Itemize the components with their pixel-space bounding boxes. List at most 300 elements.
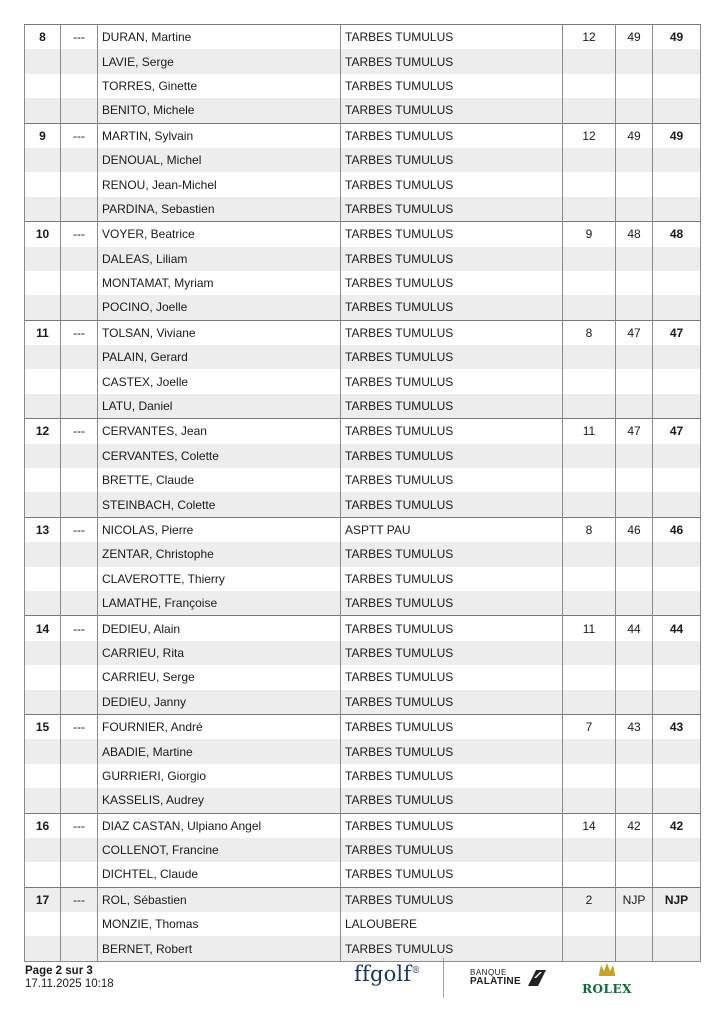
handicap-cell [563,838,616,862]
score-cell [616,74,653,98]
player-name-cell: GURRIERI, Giorgio [98,764,341,788]
total-score-cell [653,197,701,222]
status-cell [61,838,98,862]
status-cell: --- [61,320,98,345]
table-row [25,616,701,641]
handicap-cell [563,444,616,468]
total-score-cell [653,838,701,862]
club-cell: TARBES TUMULUS [341,887,563,912]
club-cell: TARBES TUMULUS [341,369,563,393]
total-score-cell [653,739,701,763]
position-cell [25,542,61,566]
handicap-cell [563,295,616,320]
banque-palatine-logo [470,968,521,987]
score-cell [616,172,653,196]
total-score-cell [653,862,701,887]
position-cell [25,444,61,468]
total-score-cell [653,912,701,936]
handicap-cell [563,172,616,196]
handicap-cell [563,788,616,813]
club-cell: TARBES TUMULUS [341,419,563,444]
handicap-cell [563,148,616,172]
total-score-cell: 42 [653,813,701,838]
position-cell: 12 [25,419,61,444]
position-cell [25,197,61,222]
player-name-cell: PALAIN, Gerard [98,345,341,369]
total-score-cell [653,369,701,393]
banque-logo-line1: BANQUE [470,968,507,977]
table-row [25,271,701,295]
table-row [25,49,701,73]
position-cell: 17 [25,887,61,912]
status-cell [61,542,98,566]
score-cell: 49 [616,25,653,50]
status-cell [61,295,98,320]
position-cell [25,788,61,813]
handicap-cell [563,739,616,763]
table-row [25,247,701,271]
handicap-cell: 2 [563,887,616,912]
rolex-logo [579,962,635,996]
player-name-cell: TOLSAN, Viviane [98,320,341,345]
position-cell [25,345,61,369]
table-row [25,74,701,98]
total-score-cell: 48 [653,222,701,247]
player-name-cell: MONTAMAT, Myriam [98,271,341,295]
table-row [25,739,701,763]
position-cell [25,641,61,665]
handicap-cell [563,912,616,936]
club-cell: TARBES TUMULUS [341,788,563,813]
handicap-cell [563,394,616,419]
status-cell [61,690,98,715]
position-cell [25,394,61,419]
status-cell [61,788,98,813]
score-cell [616,665,653,689]
club-cell: TARBES TUMULUS [341,197,563,222]
table-row [25,764,701,788]
score-cell [616,394,653,419]
table-row [25,320,701,345]
player-name-cell: VOYER, Beatrice [98,222,341,247]
status-cell [61,271,98,295]
handicap-cell [563,542,616,566]
total-score-cell [653,542,701,566]
club-cell: TARBES TUMULUS [341,271,563,295]
table-row [25,591,701,616]
position-cell [25,369,61,393]
club-cell: ASPTT PAU [341,517,563,542]
total-score-cell: 49 [653,25,701,50]
total-score-cell: 49 [653,123,701,148]
total-score-cell [653,468,701,492]
position-cell [25,295,61,320]
score-cell [616,345,653,369]
player-name-cell: DEDIEU, Janny [98,690,341,715]
club-cell: TARBES TUMULUS [341,123,563,148]
handicap-cell [563,862,616,887]
score-cell [616,148,653,172]
table-row [25,936,701,961]
table-row [25,345,701,369]
table-row [25,542,701,566]
score-cell [616,567,653,591]
player-name-cell: DENOUAL, Michel [98,148,341,172]
player-name-cell: CASTEX, Joelle [98,369,341,393]
score-cell [616,788,653,813]
status-cell [61,912,98,936]
status-cell [61,936,98,961]
position-cell [25,172,61,196]
handicap-cell [563,641,616,665]
score-cell [616,542,653,566]
position-cell [25,838,61,862]
handicap-cell [563,591,616,616]
position-cell [25,591,61,616]
player-name-cell: MONZIE, Thomas [98,912,341,936]
handicap-cell [563,936,616,961]
total-score-cell [653,271,701,295]
table-row [25,813,701,838]
status-cell [61,148,98,172]
total-score-cell [653,690,701,715]
position-cell: 16 [25,813,61,838]
status-cell [61,49,98,73]
club-cell: TARBES TUMULUS [341,616,563,641]
ffgolf-logo-text: ffgolf [354,962,412,986]
handicap-cell: 11 [563,419,616,444]
score-cell: 44 [616,616,653,641]
score-cell [616,247,653,271]
player-name-cell: DEDIEU, Alain [98,616,341,641]
handicap-cell [563,690,616,715]
score-cell [616,492,653,517]
table-row [25,492,701,517]
total-score-cell: 44 [653,616,701,641]
player-name-cell: COLLENOT, Francine [98,838,341,862]
player-name-cell: CARRIEU, Serge [98,665,341,689]
club-cell: TARBES TUMULUS [341,148,563,172]
club-cell: TARBES TUMULUS [341,764,563,788]
crown-icon [598,962,616,976]
status-cell [61,98,98,123]
banque-logo-line2: PALATINE [470,976,521,987]
score-cell [616,641,653,665]
player-name-cell: BENITO, Michele [98,98,341,123]
logo-divider [443,958,444,998]
player-name-cell: DIAZ CASTAN, Ulpiano Angel [98,813,341,838]
club-cell: TARBES TUMULUS [341,492,563,517]
club-cell: TARBES TUMULUS [341,690,563,715]
status-cell [61,862,98,887]
handicap-cell: 9 [563,222,616,247]
total-score-cell: 46 [653,517,701,542]
club-cell: TARBES TUMULUS [341,567,563,591]
score-cell: 49 [616,123,653,148]
score-cell [616,862,653,887]
position-cell: 8 [25,25,61,50]
status-cell: --- [61,616,98,641]
page-footer-info [25,965,114,991]
total-score-cell [653,394,701,419]
status-cell [61,665,98,689]
position-cell [25,148,61,172]
player-name-cell: ABADIE, Martine [98,739,341,763]
rolex-logo-text: ROLEX [582,982,632,996]
total-score-cell [653,665,701,689]
status-cell [61,197,98,222]
ffgolf-logo [354,962,421,986]
total-score-cell [653,247,701,271]
club-cell: TARBES TUMULUS [341,739,563,763]
handicap-cell [563,492,616,517]
handicap-cell [563,49,616,73]
table-row [25,394,701,419]
club-cell: TARBES TUMULUS [341,222,563,247]
table-row [25,567,701,591]
player-name-cell: MARTIN, Sylvain [98,123,341,148]
handicap-cell: 8 [563,517,616,542]
total-score-cell [653,98,701,123]
status-cell [61,444,98,468]
table-row [25,444,701,468]
position-cell [25,49,61,73]
club-cell: TARBES TUMULUS [341,74,563,98]
score-cell: 48 [616,222,653,247]
position-cell: 15 [25,714,61,739]
score-cell: NJP [616,887,653,912]
player-name-cell: BRETTE, Claude [98,468,341,492]
status-cell: --- [61,813,98,838]
table-row [25,295,701,320]
status-cell [61,394,98,419]
position-cell [25,567,61,591]
club-cell: TARBES TUMULUS [341,345,563,369]
table-row [25,197,701,222]
handicap-cell [563,74,616,98]
handicap-cell [563,271,616,295]
table-row [25,25,701,50]
club-cell: TARBES TUMULUS [341,838,563,862]
club-cell: TARBES TUMULUS [341,25,563,50]
score-cell [616,690,653,715]
handicap-cell: 8 [563,320,616,345]
position-cell: 11 [25,320,61,345]
score-cell [616,98,653,123]
club-cell: TARBES TUMULUS [341,320,563,345]
handicap-cell [563,369,616,393]
status-cell: --- [61,714,98,739]
club-cell: TARBES TUMULUS [341,247,563,271]
club-cell: TARBES TUMULUS [341,936,563,961]
position-cell [25,739,61,763]
player-name-cell: POCINO, Joelle [98,295,341,320]
total-score-cell: 47 [653,419,701,444]
player-name-cell: CERVANTES, Jean [98,419,341,444]
handicap-cell [563,197,616,222]
player-name-cell: BERNET, Robert [98,936,341,961]
total-score-cell [653,764,701,788]
player-name-cell: DALEAS, Liliam [98,247,341,271]
results-body [25,25,701,962]
total-score-cell: 43 [653,714,701,739]
total-score-cell [653,444,701,468]
table-row [25,369,701,393]
table-row [25,690,701,715]
handicap-cell [563,665,616,689]
handicap-cell [563,468,616,492]
club-cell: TARBES TUMULUS [341,665,563,689]
score-cell [616,49,653,73]
total-score-cell [653,788,701,813]
status-cell [61,739,98,763]
score-cell [616,444,653,468]
score-cell [616,936,653,961]
player-name-cell: NICOLAS, Pierre [98,517,341,542]
score-cell [616,591,653,616]
position-cell: 13 [25,517,61,542]
table-row [25,222,701,247]
total-score-cell [653,74,701,98]
table-row [25,98,701,123]
total-score-cell [653,148,701,172]
total-score-cell [653,172,701,196]
status-cell [61,468,98,492]
page-number: Page 2 sur 3 [25,965,93,977]
club-cell: TARBES TUMULUS [341,394,563,419]
position-cell [25,492,61,517]
club-cell: TARBES TUMULUS [341,468,563,492]
club-cell: TARBES TUMULUS [341,591,563,616]
table-row [25,788,701,813]
position-cell [25,764,61,788]
club-cell: TARBES TUMULUS [341,295,563,320]
handicap-cell [563,247,616,271]
table-row [25,887,701,912]
club-cell: TARBES TUMULUS [341,542,563,566]
player-name-cell: CLAVEROTTE, Thierry [98,567,341,591]
total-score-cell [653,49,701,73]
position-cell [25,247,61,271]
player-name-cell: STEINBACH, Colette [98,492,341,517]
position-cell [25,665,61,689]
position-cell [25,74,61,98]
score-cell [616,468,653,492]
table-row [25,641,701,665]
table-row [25,665,701,689]
handicap-cell [563,764,616,788]
player-name-cell: PARDINA, Sebastien [98,197,341,222]
score-cell [616,912,653,936]
status-cell [61,492,98,517]
total-score-cell [653,567,701,591]
handicap-cell: 14 [563,813,616,838]
table-row [25,912,701,936]
position-cell [25,690,61,715]
status-cell [61,591,98,616]
score-cell: 47 [616,419,653,444]
player-name-cell: DICHTEL, Claude [98,862,341,887]
print-datetime: 17.11.2025 10:18 [25,978,114,990]
score-cell: 43 [616,714,653,739]
status-cell: --- [61,25,98,50]
status-cell: --- [61,123,98,148]
player-name-cell: KASSELIS, Audrey [98,788,341,813]
handicap-cell: 7 [563,714,616,739]
status-cell [61,345,98,369]
club-cell: LALOUBERE [341,912,563,936]
status-cell [61,74,98,98]
player-name-cell: ZENTAR, Christophe [98,542,341,566]
total-score-cell [653,591,701,616]
score-cell [616,739,653,763]
position-cell: 9 [25,123,61,148]
position-cell [25,271,61,295]
table-row [25,838,701,862]
total-score-cell [653,492,701,517]
score-cell [616,838,653,862]
total-score-cell: 47 [653,320,701,345]
table-row [25,123,701,148]
player-name-cell: CARRIEU, Rita [98,641,341,665]
status-cell: --- [61,517,98,542]
status-cell [61,641,98,665]
handicap-cell [563,345,616,369]
table-row [25,148,701,172]
position-cell [25,98,61,123]
score-cell [616,764,653,788]
club-cell: TARBES TUMULUS [341,98,563,123]
total-score-cell: NJP [653,887,701,912]
status-cell [61,369,98,393]
table-row [25,714,701,739]
player-name-cell: DURAN, Martine [98,25,341,50]
table-row [25,862,701,887]
club-cell: TARBES TUMULUS [341,49,563,73]
player-name-cell: RENOU, Jean-Michel [98,172,341,196]
position-cell [25,468,61,492]
position-cell [25,936,61,961]
player-name-cell: TORRES, Ginette [98,74,341,98]
total-score-cell [653,345,701,369]
score-cell: 46 [616,517,653,542]
position-cell: 10 [25,222,61,247]
position-cell [25,912,61,936]
status-cell [61,567,98,591]
club-cell: TARBES TUMULUS [341,172,563,196]
total-score-cell [653,936,701,961]
player-name-cell: CERVANTES, Colette [98,444,341,468]
club-cell: TARBES TUMULUS [341,641,563,665]
player-name-cell: LAMATHE, Françoise [98,591,341,616]
score-cell [616,369,653,393]
status-cell [61,247,98,271]
handicap-cell [563,98,616,123]
player-name-cell: LATU, Daniel [98,394,341,419]
palatine-emblem-icon [526,968,548,988]
club-cell: TARBES TUMULUS [341,714,563,739]
status-cell: --- [61,887,98,912]
handicap-cell [563,567,616,591]
handicap-cell: 12 [563,123,616,148]
status-cell: --- [61,419,98,444]
club-cell: TARBES TUMULUS [341,813,563,838]
handicap-cell: 11 [563,616,616,641]
total-score-cell [653,641,701,665]
table-row [25,468,701,492]
total-score-cell [653,295,701,320]
club-cell: TARBES TUMULUS [341,862,563,887]
